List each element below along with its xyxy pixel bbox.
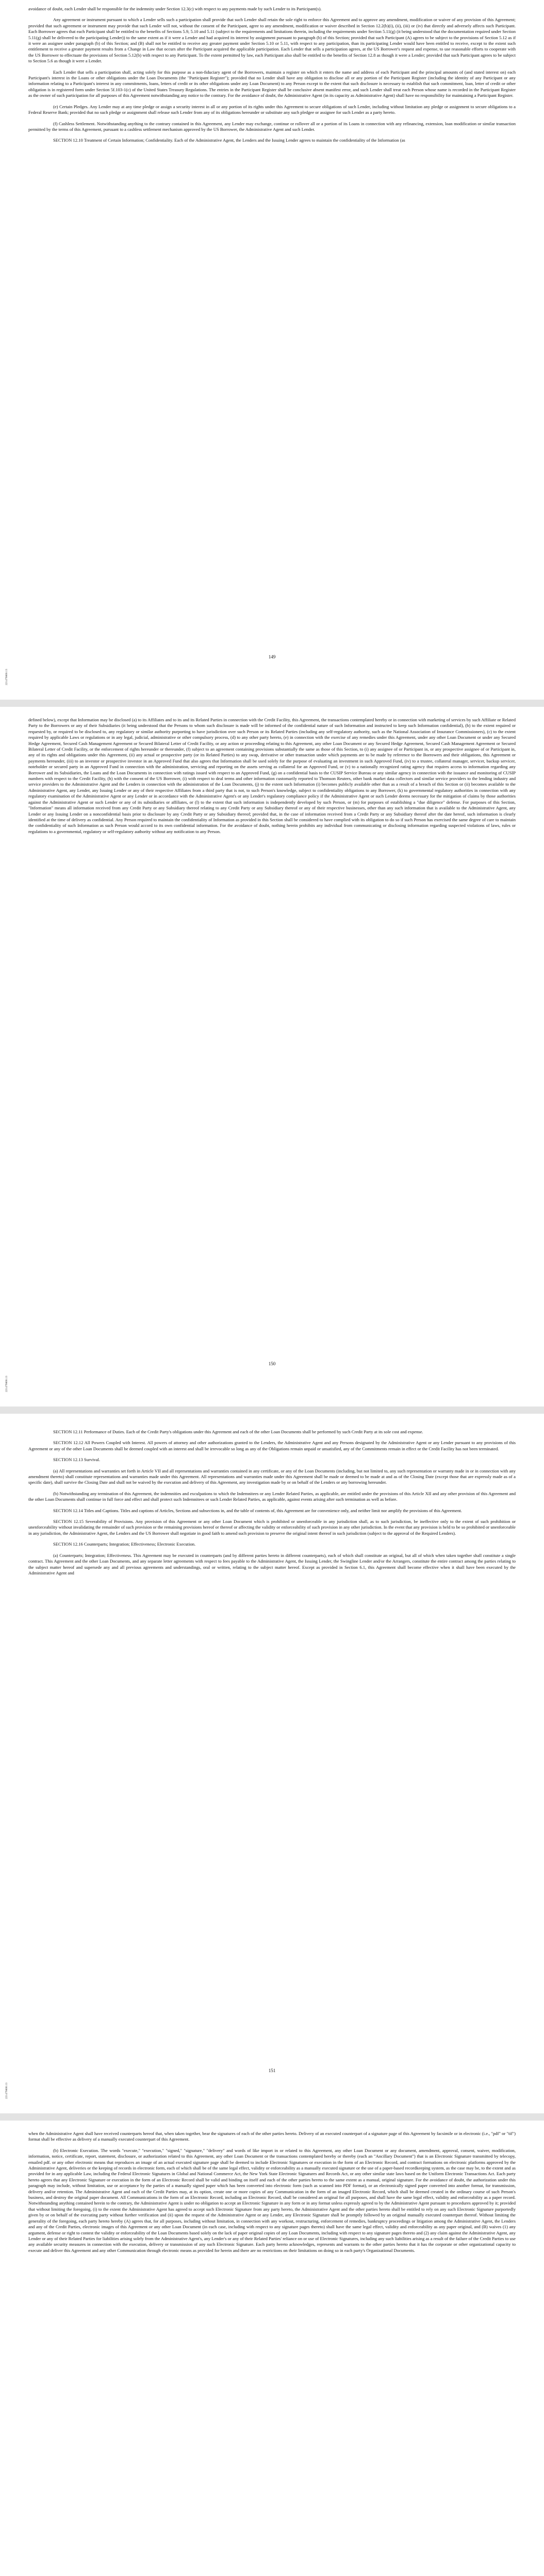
page-separator bbox=[0, 700, 544, 707]
page-number: 151 bbox=[268, 2068, 276, 2073]
paragraph: SECTION 12.12 All Powers Coupled with Interest. All powers of attorney and other authorizations granted to the Lenders, the Administrative Agent and any Persons designated by the Administrative Agent or any Lender pursuant to any provisions of this Agreement or any of the other Loan Documents shall be deemed coupled with an interest and shall be irrevocable so long as any of the Obligations remain unpaid or unsatisfied, any of the Commitments remain in effect or the Credit Facility has not been terminated. bbox=[28, 1440, 516, 1451]
page-separator bbox=[0, 2113, 544, 2121]
document-id: 221479800.13 bbox=[5, 669, 8, 685]
paragraph: (b) Electronic Execution. The words "execute," "execution," "signed," "signature," "delivery" and words of like import in or related to this Agreement, any other Loan Document or any document, amendment, approval, consent, waiver, modification, information, notice, certificate, report, statement, disclosure, or authorization related to this Agreement, any other Loan Document or the transactions contemplated hereby or thereby (each an "Ancillary Document") that is an Electronic Signature transmitted by telecopy, emailed pdf. or any other electronic means that reproduces an image of an actual executed signature page shall be deemed to include Electronic Signatures or execution in the form of an Electronic Record, and contract formations on electronic platforms approved by the Administrative Agent, deliveries or the keeping of records in electronic form, each of which shall be of the same legal effect, validity or enforceability as a manually executed signature or the use of a paper-based recordkeeping system, as the case may be, to the extent and as provided for in any applicable Law, including the Federal Electronic Signatures in Global and National Commerce Act, the New York State Electronic Signatures and Records Act, or any other similar state laws based on the Uniform Electronic Transactions Act. Each party hereto agrees that any Electronic Signature or execution in the form of an Electronic Record shall be valid and binding on itself and each of the other parties hereto to the same extent as a manual, original signature. For the avoidance of doubt, the authorization under this paragraph may include, without limitation, use or acceptance by the parties of a manually signed paper which has been converted into electronic form (such as scanned into PDF format), or an electronically signed paper converted into another format, for transmission, delivery and/or retention. The Administrative Agent and each of the Credit Parties may, at its option, create one or more copies of any Communication in the form of an imaged Electronic Record, which shall be deemed created in the ordinary course of such Person's business, and destroy the original paper document. All Communications in the form of an Electronic Record, including an Electronic Record, shall be considered an original for all purposes, and shall have the same legal effect, validity and enforceability as a paper record. Notwithstanding anything contained herein to the contrary, the Administrative Agent is under no obligation to accept an Electronic Signature in any form or in any format unless expressly agreed to by the Administrative Agent pursuant to procedures approved by it; provided that without limiting the foregoing, (i) to the extent the Administrative Agent has agreed to accept such Electronic Signature from any party hereto, the Administrative Agent and the other parties hereto shall be entitled to rely on any such Electronic Signature purportedly given by or on behalf of the executing party without further verification and (ii) upon the request of the Administrative Agent or any Lender, any Electronic Signature shall be promptly followed by an original manually executed counterpart thereof. Without limiting the generality of the foregoing, each party hereto hereby (A) agrees that, for all purposes, including without limitation, in connection with any workout, restructuring, enforcement of remedies, bankruptcy proceedings or litigation among the Administrative Agent, the Lenders and any of the Credit Parties, electronic images of this Agreement or any other Loan Document (in each case, including with respect to any signature pages thereto) shall have the same legal effect, validity and enforceability as any paper original, and (B) waives (1) any argument, defense or right to contest the validity or enforceability of the Loan Documents based solely on the lack of paper original copies of any Loan Documents, including with respect to any signature pages thereto and (2) any claim against the Administrative Agent, any Lender or any of their Related Parties for liabilities arising solely from the Administrative Agent's, any Lender's or any of their Related Parties' reliance on or use of Electronic Signatures, including any such liabilities arising as a result of the failure of the Credit Parties to use any available security measures in connection with the execution, delivery or transmission of any such Electronic Signature. Each party hereto acknowledges, represents and warrants to the other parties hereto that it has the corporate or other organizational capacity to execute and deliver this Agreement and any other Communication through electronic means as provided for herein and there are no restrictions on their limitations on doing so in each party's Organizational Documents. bbox=[28, 2147, 516, 2253]
paragraph: SECTION 12.11 Performance of Duties. Each of the Credit Party's obligations under this Agreement and each of the other Loan Documents shall be performed by such Credit Party at its sole cost and expense. bbox=[53, 1429, 423, 1434]
paragraph: (a) All representations and warranties set forth in Article VII and all representations and warranties contained in any certificate, or any of the Loan Documents (including, but not limited to, any such representation or warranty made in or in connection with any amendment thereto) shall constitute representations and warranties made under this Agreement. All representations and warranties made under this Agreement shall be made or deemed to be made at and as of the Closing Date (except those that are expressly made as of a specific date), shall survive the Closing Date and shall not be waived by the execution and delivery of this Agreement, any investigation made by or on behalf of the Lenders or any borrowing hereunder. bbox=[28, 1468, 516, 1485]
page-number: 149 bbox=[268, 654, 276, 659]
page-152 bbox=[0, 2121, 544, 2576]
paragraph: defined below), except that Information may be disclosed (a) to its Affiliates and to its and its Related Parties in connection with the Credit Facility, this Agreement, the transactions contemplated hereby or in connection with marketing of services by such Affiliate or Related Party to the Borrowers or any of their Subsidiaries (it being understood that the Persons to whom such disclosure is made will be informed of the confidential nature of such Information and instructed to keep such Information confidential), (b) to the extent required or requested by, or required to be disclosed to, any regulatory or similar authority purporting to have jurisdiction over such Person or its Related Parties (including any self-regulatory authority, such as the National Association of Insurance Commissioners), (c) to the extent required by applicable Laws or regulations or in any legal, judicial, administrative or other compulsory process, (d) to any other party hereto, (e) in connection with the exercise of any remedies under this Agreement, under any other Loan Document or under any Secured Hedge Agreement, Secured Cash Management Agreement or Secured Bilateral Letter of Credit Facility, or any action or proceeding relating to this Agreement, any other Loan Document or any Secured Hedge Agreement, Secured Cash Management Agreement or Secured Bilateral Letter of Credit Facility, or the enforcement of rights hereunder or thereunder, (f) subject to an agreement containing provisions substantially the same as those of this Section, to (i) any assignee of or Participant in, or any prospective assignee of or Participant in, any of its rights and obligations under this Agreement, (ii) any actual or prospective party (or its Related Parties) to any swap, derivative or other transaction under which payments are to be made by reference to the Borrowers and their obligations, this Agreement or payments hereunder, (iii) to an investor or prospective investor in an Approved Fund that also agrees that Information shall be used solely for the purpose of evaluating an investment in such Approved Fund, (iv) to a trustee, collateral manager, servicer, backup servicer, noteholder or secured party in an Approved Fund in connection with the administration, servicing and reporting on the assets serving as collateral for an Approved Fund, or (v) to a nationally recognized rating agency that requires access to information regarding any Borrower and its Subsidiaries, the Loans and the Loan Documents in connection with ratings issued with respect to an Approved Fund, (g) on a confidential basis to the CUSIP Service Bureau or any similar agency in connection with the issuance and monitoring of CUSIP numbers with respect to the Credit Facility, (h) with the consent of the US Borrower, (i) with respect to deal terms and other information customarily reported to Thomson Reuters, other bank market data collectors and similar service providers to the lending industry and service providers to the Administrative Agent and the Lenders in connection with the administration of the Loan Documents, (j) to the extent such Information (i) becomes publicly available other than as a result of a breach of this Section or (ii) becomes available to the Administrative Agent, any Lender, any Issuing Lender or any of their respective Affiliates from a third party that is not, to such Person's knowledge, subject to confidentiality obligations to any Borrower, (k) to governmental regulatory authorities in connection with any regulatory examination of the Administrative Agent or any Lender or in accordance with the Administrative Agent's or any Lender's regulatory compliance policy if the Administrative Agent or such Lender deems necessary for the mitigation of claims by those authorities against the Administrative Agent or such Lender or any of its subsidiaries or affiliates, or (l) to the extent that such information is independently developed by such Person, or (m) for purposes of establishing a "due diligence" defense. For purposes of this Section, "Information" means all information received from any Credit Party or any Subsidiary thereof relating to any Credit Party or any Subsidiary thereof or any of their respective businesses, other than any such information that is available to the Administrative Agent, any Lender or any Issuing Lender on a nonconfidential basis prior to disclosure by any Credit Party or any Subsidiary thereof; provided that, in the case of information received from a Credit Party or any Subsidiary thereof after the date hereof, such information is clearly identified at the time of delivery as confidential. Any Person required to maintain the confidentiality of Information as provided in this Section shall be considered to have complied with its obligation to do so if such Person has exercised the same degree of care to maintain the confidentiality of such Information as such Person would accord to its own confidential information. For the avoidance of doubt, nothing herein prohibits any individual from communicating or disclosing information regarding suspected violations of laws, rules or regulations to a governmental, regulatory or self-regulatory authority without any notification to any Person. bbox=[28, 717, 516, 834]
paragraph: SECTION 12.10 Treatment of Certain Information; Confidentiality. Each of the Administrative Agent, the Lenders and the Issuing Lender agrees to maintain the confidentiality of the Information (as bbox=[53, 138, 405, 143]
paragraph: SECTION 12.13 Survival. bbox=[53, 1457, 101, 1463]
page-149 bbox=[0, 0, 544, 700]
paragraph: when the Administrative Agent shall have received counterparts hereof that, when taken together, bear the signatures of each of the other parties hereto. Delivery of an executed counterpart of a signature page of this Agreement by facsimile or in electronic (i.e., "pdf" or "tif") format shall be effective as delivery of a manually executed counterpart of this Agreement. bbox=[28, 2131, 516, 2142]
paragraph: (e) Certain Pledges. Any Lender may at any time pledge or assign a security interest in all or any portion of its rights under this Agreement to secure obligations of such Lender, including without limitation any pledge or assignment to secure obligations to a Federal Reserve Bank; provided that no such pledge or assignment shall release such Lender from any of its obligations hereunder or substitute any such pledgee or assignee for such Lender as a party hereto. bbox=[28, 104, 516, 115]
paragraph: Any agreement or instrument pursuant to which a Lender sells such a participation shall provide that such Lender shall retain the sole right to enforce this Agreement and to approve any amendment, modification or waiver of any provision of this Agreement; provided that such agreement or instrument may provide that such Lender will not, without the consent of the Participant, agree to any amendment, modification or waiver described in Section 12.2(b)(i), (ii), (iii) or (iv) that directly and adversely affects such Participant. Each Borrower agrees that each Participant shall be entitled to the benefits of Sections 5.9, 5.10 and 5.11 (subject to the requirements and limitations therein, including the requirements under Section 5.11(g) (it being understood that the documentation required under Section 5.11(g) shall be delivered to the participating Lender)) to the same extent as if it were a Lender and had acquired its interest by assignment pursuant to paragraph (b) of this Section; provided that such Participant (A) agrees to be subject to the provisions of Section 5.12 as if it were an assignee under paragraph (b) of this Section; and (B) shall not be entitled to receive any greater payment under Section 5.10 or 5.11, with respect to any participation, than its participating Lender would have been entitled to receive, except to the extent such entitlement to receive a greater payment results from a Change in Law that occurs after the Participant acquired the applicable participation. Each Lender that sells a participation agrees, at the US Borrower's request and expense, to use reasonable efforts to cooperate with the US Borrower to effectuate the provisions of Section 5.12(b) with respect to any Participant. To the extent permitted by law, each Participant also shall be entitled to the benefits of Section 12.8 as though it were a Lender; provided that such Participant agrees to be subject to Section 5.6 as though it were a Lender. bbox=[28, 17, 516, 64]
paragraph: avoidance of doubt, each Lender shall be responsible for the indemnity under Section 12.3(c) with respect to any payments made by such Lender to its Participant(s). bbox=[28, 6, 322, 11]
paragraph: (b) Notwithstanding any termination of this Agreement, the indemnities and exculpations to which the Indemnitees or any Lender Related Parties, as applicable, are entitled under the provisions of this Article XII and any other provision of this Agreement and the other Loan Documents shall continue in full force and effect and shall protect such Indemnitees or such Lender Related Parties, as applicable, against events arising after such termination as well as before. bbox=[28, 1490, 516, 1502]
paragraph: SECTION 12.15 Severability of Provisions. Any provision of this Agreement or any other Loan Document which is prohibited or unenforceable in any jurisdiction shall, as to such jurisdiction, be ineffective only to the extent of such prohibition or unenforceability without invalidating the remainder of such provision or the remaining provisions hereof or thereof or affecting the validity or enforceability of such provision in any other jurisdiction. In the event that any provision is held to be so prohibited or unenforceable in any jurisdiction, the Administrative Agent, the Lenders and the US Borrower shall negotiate in good faith to amend such provision to preserve the original intent thereof in such jurisdiction (subject to the approval of the Required Lenders). bbox=[28, 1519, 516, 1536]
document-id: 221479800.13 bbox=[5, 2082, 8, 2099]
paragraph: (f) Cashless Settlement. Notwithstanding anything to the contrary contained in this Agreement, any Lender may exchange, continue or rollover all or a portion of its Loans in connection with any refinancing, extension, loan modification or similar transaction permitted by the terms of this Agreement, pursuant to a cashless settlement mechanism approved by the US Borrower, the Administrative Agent and such Lender. bbox=[28, 121, 516, 132]
page-150 bbox=[0, 707, 544, 1406]
paragraph: Each Lender that sells a participation shall, acting solely for this purpose as a non-fiduciary agent of the Borrowers, maintain a register on which it enters the name and address of each Participant and the principal amounts of (and stated interest on) each Participant's interest in the Loans or other obligations under the Loan Documents (the "Participant Register"); provided that no Lender shall have any obligation to disclose all or any portion of the Participant Register (including the identity of any Participant or any information relating to a Participant's interest in any commitments, loans, letters of credit or its other obligations under any Loan Document) to any Person except to the extent that such disclosure is necessary to establish that such commitment, loan, letter of credit or other obligation is in registered form under Section 5f.103-1(c) of the United States Treasury Regulations. The entries in the Participant Register shall be conclusive absent manifest error, and such Lender shall treat each Person whose name is recorded in the Participant Register as the owner of such participation for all purposes of this Agreement notwithstanding any notice to the contrary. For the avoidance of doubt, the Administrative Agent (in its capacity as Administrative Agent) shall have no responsibility for maintaining a Participant Register. bbox=[28, 69, 516, 98]
page-number: 150 bbox=[268, 1361, 276, 1366]
paragraph: (a) Counterparts; Integration; Effectiveness. This Agreement may be executed in counterparts (and by different parties hereto in different counterparts), each of which shall constitute an original, but all of which when taken together shall constitute a single contract. This Agreement and the other Loan Documents, and any separate letter agreements with respect to fees payable to the Administrative Agent, the Issuing Lender, the Swingline Lender and/or the Arrangers, constitute the entire contract among the parties relating to the subject matter hereof and supersede any and all previous agreements and understandings, oral or written, relating to the subject matter hereof. Except as provided in Section 6.1, this Agreement shall become effective when it shall have been executed by the Administrative Agent and bbox=[28, 1552, 516, 1575]
document-id: 221479800.13 bbox=[5, 1376, 8, 1392]
page-151 bbox=[0, 1414, 544, 2113]
page-separator bbox=[0, 1406, 544, 1414]
paragraph: SECTION 12.16 Counterparts; Integration; Effectiveness; Electronic Execution. bbox=[53, 1541, 196, 1547]
paragraph: SECTION 12.14 Titles and Captions. Titles and captions of Articles, Sections and subsections in, and the table of contents of, this Agreement are for convenience only, and neither limit nor amplify the provisions of this Agreement. bbox=[53, 1507, 462, 1513]
